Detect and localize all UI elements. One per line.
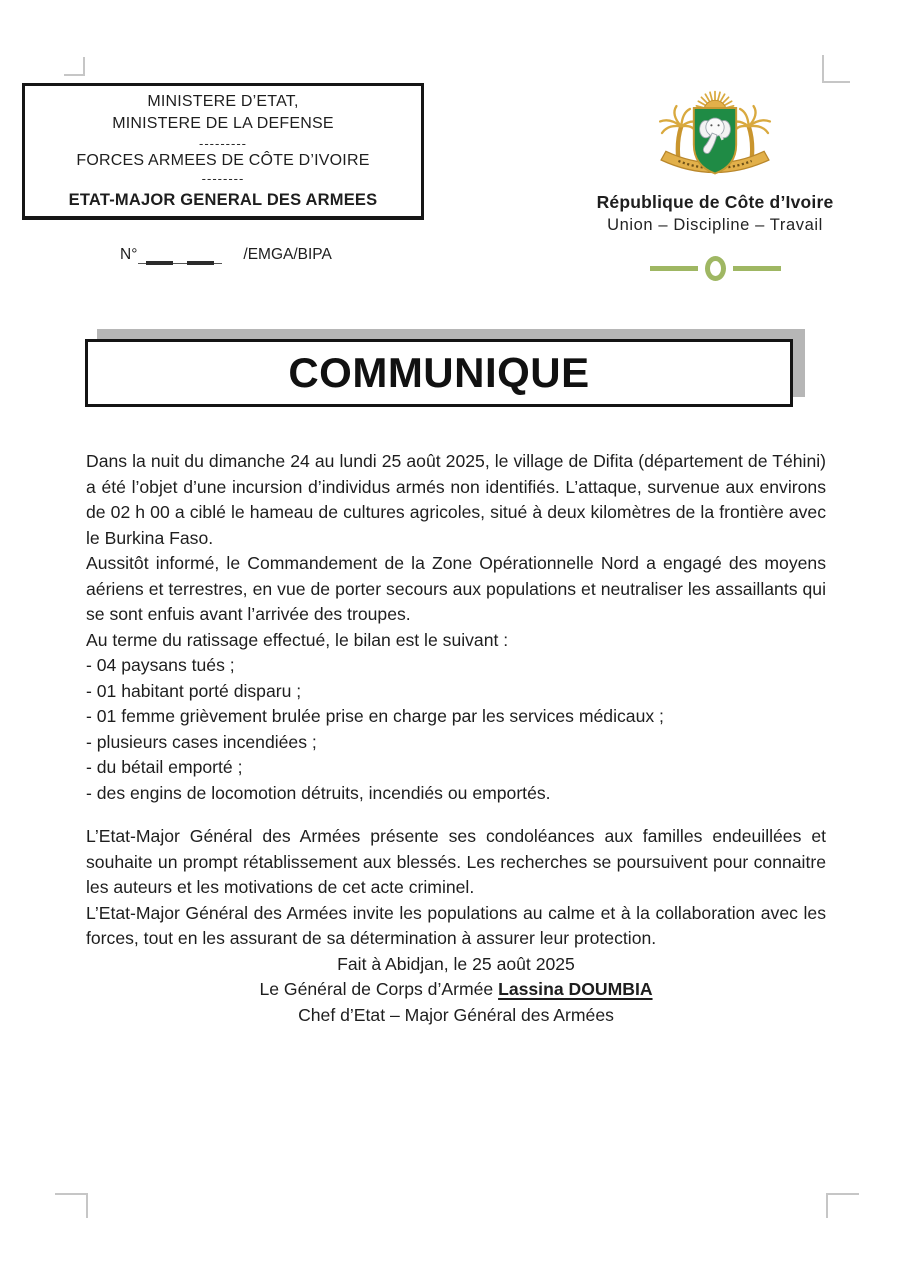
ministry-header-box [22, 83, 424, 220]
communique-title-box [85, 339, 793, 407]
forces-armees-line: FORCES ARMEES DE CÔTE D’IVOIRE [76, 152, 370, 169]
paragraph-response: Aussitôt informé, le Commandement de la Zone Opérationnelle Nord a engagé des moyens aériens et terrestres, en vue de porter secours aux populations et neutraliser les assaillants qui se sont enfuis avant l’arrivée des troupes. [86, 553, 826, 624]
ministry-line-1: MINISTERE D’ETAT, [147, 93, 299, 110]
signature-line [86, 977, 826, 1003]
dateline: Fait à Abidjan, le 25 août 2025 [337, 953, 575, 974]
casualty-item: - des engins de locomotion détruits, incendiés ou emportés. [86, 782, 551, 803]
divider-ornament-icon [580, 256, 850, 281]
casualty-list [86, 628, 826, 807]
communique-body [86, 449, 826, 1028]
crop-mark-bottom-left-icon [55, 1193, 88, 1218]
signature-title: Chef d’Etat – Major Général des Armées [298, 1004, 614, 1025]
separator-dashes: -------- [201, 171, 245, 186]
signature-rank: Le Général de Corps d’Armée [259, 979, 499, 999]
crop-mark-top-left-icon [64, 57, 85, 76]
republic-header [580, 82, 850, 281]
republic-motto: Union – Discipline – Travail [607, 216, 823, 234]
blank-dash [146, 261, 173, 265]
page-title: COMMUNIQUE [288, 349, 590, 396]
ministry-line-2: MINISTERE DE LA DEFENSE [112, 115, 334, 132]
paragraph-incident: Dans la nuit du dimanche 24 au lundi 25 août 2025, le village de Difita (département de Téhini) a été l’objet d’une incursion d’individus armés non identifiés. L’attaque, survenue aux environs de 02 h 00 a ciblé le hameau de cultures agricoles, situé à deux kilomètres de la frontière avec le Burkina Faso. [86, 451, 826, 548]
republic-name: République de Côte d’Ivoire [596, 192, 834, 212]
casualty-item: - 04 paysans tués ; [86, 655, 235, 675]
reference-prefix: N° [120, 246, 138, 263]
crop-mark-bottom-right-icon [826, 1193, 859, 1218]
casualty-item: - 01 habitant porté disparu ; [86, 680, 302, 701]
reference-suffix: /EMGA/BIPA [243, 246, 332, 263]
divider-ring [705, 256, 726, 281]
blank-dash [187, 261, 214, 265]
casualty-item: - 01 femme grièvement brulée prise en charge par les services médicaux ; [86, 706, 664, 726]
paragraph-appeal: L’Etat-Major Général des Armées invite les populations au calme et à la collaboration avec les forces, tout en les assurant de sa détermination à assurer leur protection. [86, 902, 826, 948]
casualty-list-intro: Au terme du ratissage effectué, le bilan est le suivant : [86, 629, 509, 650]
paragraph-condolences: L’Etat-Major Général des Armées présente ses condoléances aux familles endeuillées et souhaite un prompt rétablissement aux blessés. Les recherches se poursuivent pour connaitre les auteurs et les motivations de cet acte criminel. [86, 826, 826, 897]
coat-of-arms-icon [652, 82, 778, 186]
etat-major-line: ETAT-MAJOR GENERAL DES ARMEES [68, 191, 378, 209]
casualty-item: - plusieurs cases incendiées ; [86, 731, 317, 752]
signature-name: Lassina DOUMBIA [498, 979, 653, 999]
separator-dashes: --------- [199, 136, 247, 151]
crop-mark-top-right-icon [822, 55, 850, 83]
reference-blank-field [138, 246, 222, 264]
divider-bar-left [650, 266, 698, 271]
casualty-item: - du bétail emporté ; [86, 757, 243, 777]
divider-bar-right [733, 266, 781, 271]
reference-number-line [120, 246, 332, 264]
